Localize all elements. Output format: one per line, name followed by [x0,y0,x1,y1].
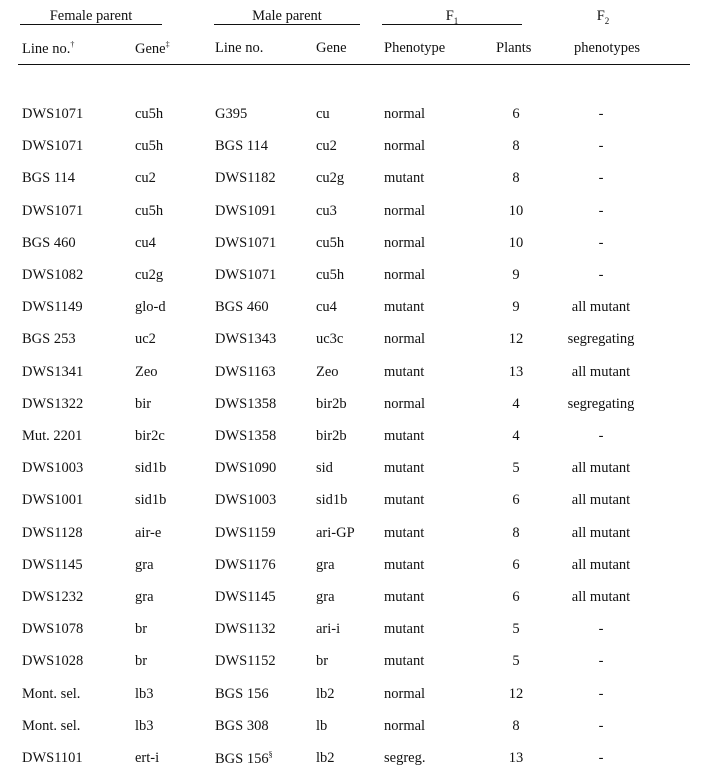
f1-label: $F_1$ [445,8,459,26]
plants-cell: 6 [512,589,520,605]
f1-phenotype-cell: normal [384,138,426,154]
f2-phenotype-cell: all mutant [571,557,631,573]
male-line-cell: BGS 460 [215,299,269,315]
male-gene-cell: lb2 [316,750,335,766]
male-line-cell: G395 [215,106,248,122]
f1-phenotype-cell: mutant [384,621,425,637]
male-line-cell: DWS1071 [215,267,277,283]
plants-cell: 12 [508,686,524,702]
female-line-cell: Mut. 2201 [22,428,83,444]
female-gene-cell: cu2 [135,170,156,186]
female-parent-label: Female parent [49,8,133,24]
f2-phenotype-cell: - [598,267,604,283]
female-line-cell: DWS1082 [22,267,84,283]
f2-phenotype-cell: - [598,686,604,702]
f2-phenotype-cell: all mutant [571,299,631,315]
plants-cell: 13 [508,750,524,766]
f2-phenotype-cell: segregating [567,331,635,347]
f1-phenotype-cell: mutant [384,364,425,380]
col-female-gene: Gene‡ [135,40,170,57]
plants-cell: 9 [512,299,520,315]
f2-phenotype-cell: - [598,750,604,766]
plants-cell: 8 [512,138,520,154]
female-line-cell: BGS 114 [22,170,76,186]
f1-phenotype-cell: mutant [384,589,425,605]
male-gene-cell: gra [316,589,335,605]
male-gene-cell: lb [316,718,328,734]
plants-cell: 10 [508,235,524,251]
male-parent-label: Male parent [252,8,322,24]
f1-phenotype-cell: segreg. [384,750,426,766]
col-male-gene: Gene [316,40,347,56]
male-line-cell: BGS 156 [215,686,269,702]
f2-phenotype-cell: all mutant [571,525,631,541]
f1-phenotype-cell: normal [384,235,426,251]
f2-group [568,8,638,26]
f1-phenotype-cell: normal [384,718,426,734]
col-f2-phenotypes: phenotypes [574,40,641,56]
male-gene-cell: ari-i [316,621,341,637]
female-line-cell: Mont. sel. [22,686,81,702]
plants-cell: 4 [512,428,520,444]
f2-phenotype-cell: - [598,138,604,154]
male-gene-cell: cu2g [316,170,345,186]
male-line-cell: DWS1358 [215,396,277,412]
male-gene-cell: br [316,653,329,669]
female-line-cell: DWS1128 [22,525,83,541]
male-gene-cell: cu2 [316,138,337,154]
f1-phenotype-cell: mutant [384,653,425,669]
male-gene-cell: cu5h [316,235,345,251]
female-parent-group [20,8,162,25]
f2-phenotype-cell: all mutant [571,364,631,380]
f1-phenotype-cell: normal [384,203,426,219]
female-line-cell: DWS1322 [22,396,84,412]
plants-cell: 6 [512,106,520,122]
male-line-cell: DWS1159 [215,525,276,541]
female-gene-cell: lb3 [135,686,154,702]
male-line-cell: DWS1090 [215,460,277,476]
female-gene-cell: sid1b [135,460,167,476]
plants-cell: 12 [508,331,524,347]
male-line-cell: BGS 156§ [215,750,273,767]
female-line-cell: DWS1145 [22,557,83,573]
col-plants: Plants [496,40,532,56]
male-line-cell: DWS1003 [215,492,277,508]
male-parent-group [214,8,360,25]
f1-phenotype-cell: mutant [384,170,425,186]
col-phenotype: Phenotype [384,40,446,56]
plants-cell: 5 [512,460,520,476]
header-rule [18,64,690,65]
f1-phenotype-cell: normal [384,331,426,347]
f2-phenotype-cell: all mutant [571,460,631,476]
f2-phenotype-cell: - [598,203,604,219]
male-line-cell: DWS1145 [215,589,276,605]
male-gene-cell: bir2b [316,428,347,444]
female-gene-cell: br [135,653,148,669]
male-line-cell: DWS1163 [215,364,276,380]
female-gene-cell: bir [135,396,152,412]
f1-phenotype-cell: mutant [384,492,425,508]
male-gene-cell: sid1b [316,492,348,508]
female-gene-cell: Zeo [135,364,158,380]
male-line-cell: DWS1152 [215,653,276,669]
col-female-line: Line no.† [22,40,75,57]
female-gene-cell: uc2 [135,331,156,347]
male-gene-cell: sid [316,460,333,476]
plants-cell: 8 [512,170,520,186]
female-gene-cell: gra [135,557,154,573]
f1-phenotype-cell: mutant [384,525,425,541]
male-gene-cell: cu4 [316,299,337,315]
f2-phenotype-cell: - [598,428,604,444]
female-gene-cell: cu5h [135,138,164,154]
f2-label: $F_2$ [596,8,610,26]
double-dagger-footnote-mark: ‡ [165,40,170,49]
f2-phenotype-cell: - [598,718,604,734]
f1-phenotype-cell: normal [384,686,426,702]
female-line-cell: DWS1071 [22,106,84,122]
plants-cell: 8 [512,525,520,541]
female-line-cell: DWS1101 [22,750,83,766]
female-gene-cell: sid1b [135,492,167,508]
male-line-cell: DWS1071 [215,235,277,251]
f1-underline [382,24,522,25]
female-gene-cell: gra [135,589,154,605]
f2-phenotype-cell: all mutant [571,589,631,605]
f2-phenotype-cell: all mutant [571,492,631,508]
female-line-cell: DWS1001 [22,492,84,508]
female-gene-cell: cu5h [135,106,164,122]
male-line-cell: DWS1358 [215,428,277,444]
female-line-cell: DWS1078 [22,621,84,637]
f2-phenotype-cell: - [598,235,604,251]
female-gene-cell: glo-d [135,299,166,315]
male-gene-cell: gra [316,557,335,573]
male-gene-cell: cu3 [316,203,337,219]
male-gene-cell: lb2 [316,686,335,702]
female-parent-underline [20,24,162,25]
female-gene-cell: ert-i [135,750,160,766]
male-line-cell: DWS1176 [215,557,276,573]
female-line-cell: BGS 460 [22,235,76,251]
male-gene-cell: bir2b [316,396,347,412]
f1-phenotype-cell: mutant [384,557,425,573]
f1-phenotype-cell: normal [384,106,426,122]
f1-group [382,8,522,26]
female-line-cell: BGS 253 [22,331,76,347]
plants-cell: 5 [512,653,520,669]
female-line-cell: DWS1003 [22,460,84,476]
female-line-cell: DWS1149 [22,299,83,315]
female-gene-cell: cu5h [135,203,164,219]
f2-phenotype-cell: - [598,621,604,637]
plants-cell: 6 [512,557,520,573]
f1-phenotype-cell: normal [384,267,426,283]
f2-phenotype-cell: - [598,106,604,122]
male-line-cell: BGS 308 [215,718,269,734]
female-gene-cell: air-e [135,525,162,541]
dagger-footnote-mark: † [70,40,75,49]
male-gene-cell: Zeo [316,364,339,380]
male-line-cell: BGS 114 [215,138,269,154]
plants-cell: 5 [512,621,520,637]
col-male-line: Line no. [215,40,264,56]
female-line-cell: DWS1232 [22,589,84,605]
female-line-cell: DWS1341 [22,364,84,380]
section-footnote-mark: § [268,750,273,759]
plants-cell: 9 [512,267,520,283]
plants-cell: 10 [508,203,524,219]
male-gene-cell: cu [316,106,330,122]
male-line-cell: DWS1182 [215,170,276,186]
female-line-cell: DWS1071 [22,203,84,219]
female-line-cell: DWS1071 [22,138,84,154]
male-line-cell: DWS1343 [215,331,277,347]
f1-phenotype-cell: normal [384,396,426,412]
female-gene-cell: cu4 [135,235,156,251]
female-gene-cell: cu2g [135,267,164,283]
f2-phenotype-cell: - [598,653,604,669]
f1-phenotype-cell: mutant [384,428,425,444]
male-gene-cell: uc3c [316,331,344,347]
female-gene-cell: lb3 [135,718,154,734]
f2-phenotype-cell: segregating [567,396,635,412]
female-line-cell: Mont. sel. [22,718,81,734]
female-line-cell: DWS1028 [22,653,84,669]
male-parent-underline [214,24,360,25]
male-gene-cell: ari-GP [316,525,355,541]
f1-phenotype-cell: mutant [384,299,425,315]
female-gene-cell: bir2c [135,428,165,444]
female-gene-cell: br [135,621,148,637]
plants-cell: 13 [508,364,524,380]
plants-cell: 8 [512,718,520,734]
male-gene-cell: cu5h [316,267,345,283]
male-line-cell: DWS1132 [215,621,276,637]
male-line-cell: DWS1091 [215,203,277,219]
f2-phenotype-cell: - [598,170,604,186]
plants-cell: 4 [512,396,520,412]
f1-phenotype-cell: mutant [384,460,425,476]
plants-cell: 6 [512,492,520,508]
